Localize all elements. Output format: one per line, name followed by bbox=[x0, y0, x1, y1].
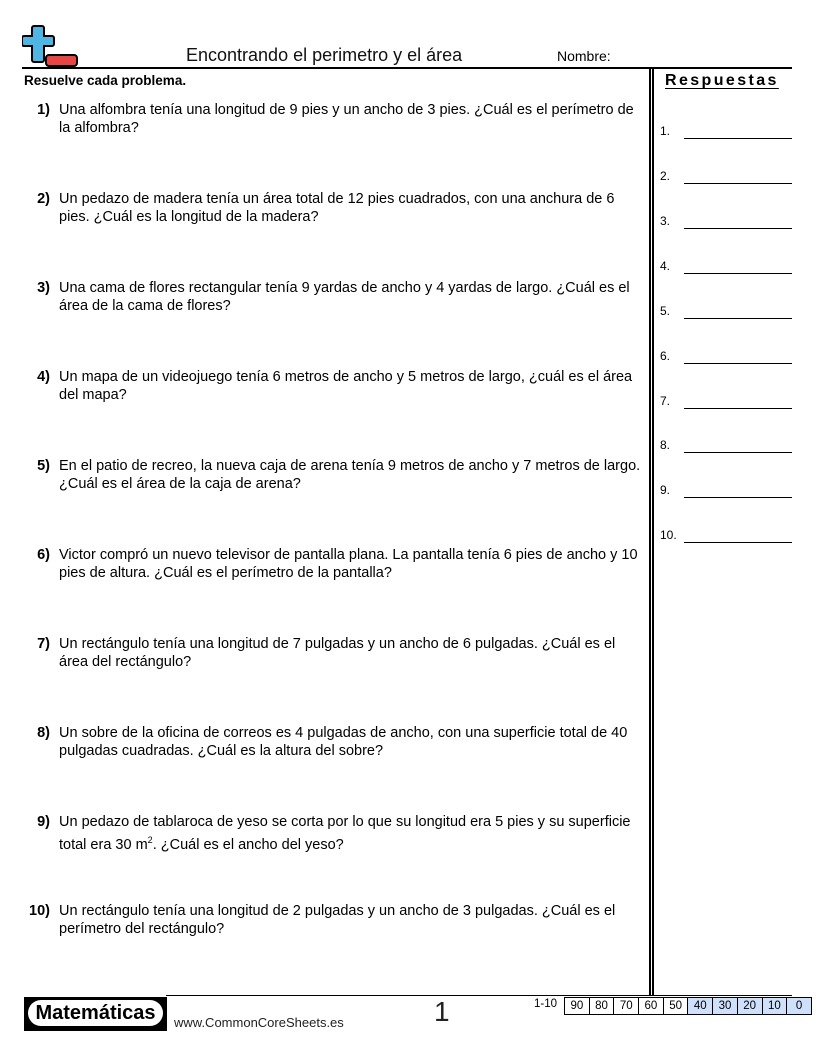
brand-logo bbox=[24, 997, 167, 1031]
problem-1 bbox=[24, 101, 646, 137]
answer-line[interactable] bbox=[684, 138, 792, 139]
problem-6 bbox=[24, 546, 646, 582]
problem-text: En el patio de recreo, la nueva caja de arena tenía 9 metros de ancho y 7 metros de largo. ¿Cuál es el área de la caja de arena? bbox=[59, 458, 641, 492]
problem-2 bbox=[24, 190, 646, 226]
score-cell: 80 bbox=[590, 998, 615, 1015]
problem-text: Un sobre de la oficina de correos es 4 pulgadas de ancho, con una superficie total de 40 pulgadas cuadradas. ¿Cuál es la altura del sobre? bbox=[59, 725, 628, 759]
problem-text: Una cama de flores rectangular tenía 9 yardas de ancho y 4 yardas de largo. ¿Cuál es el área de la cama de flores? bbox=[59, 280, 630, 314]
answer-line[interactable] bbox=[684, 452, 792, 453]
score-cell: 60 bbox=[639, 998, 664, 1015]
problem-3 bbox=[24, 279, 646, 315]
brand-label: Matemáticas bbox=[28, 1000, 163, 1026]
page-number: 1 bbox=[434, 996, 450, 1027]
score-range-label: 1-10 bbox=[534, 998, 558, 1010]
problem-number: 6) bbox=[37, 547, 50, 563]
problem-text: Un mapa de un videojuego tenía 6 metros de ancho y 5 metros de largo, ¿cuál es el área del mapa? bbox=[59, 369, 633, 403]
problem-number: 8) bbox=[37, 725, 50, 741]
problem-text-part: Un pedazo de tablaroca de yeso se corta por lo que su longitud era 5 pies y su superficie total era 30 m bbox=[59, 814, 631, 853]
problem-number: 2) bbox=[37, 191, 50, 207]
answer-line[interactable] bbox=[684, 183, 792, 184]
problem-number: 3) bbox=[37, 280, 50, 296]
answer-number: 10. bbox=[660, 528, 677, 542]
problem-text bbox=[59, 813, 646, 854]
problem-number: 5) bbox=[37, 458, 50, 474]
score-cell: 40 bbox=[688, 998, 713, 1015]
problem-text: Un rectángulo tenía una longitud de 2 pulgadas y un ancho de 3 pulgadas. ¿Cuál es el perímetro del rectángulo? bbox=[59, 903, 616, 937]
site-url: www.CommonCoreSheets.es bbox=[174, 1015, 344, 1030]
problem-text: Un pedazo de madera tenía un área total de 12 pies cuadrados, con una anchura de 6 pies. ¿Cuál es la longitud de la madera? bbox=[59, 191, 615, 225]
answer-line[interactable] bbox=[684, 228, 792, 229]
score-cell: 0 bbox=[787, 998, 812, 1015]
header-divider bbox=[22, 67, 792, 69]
problem-number: 4) bbox=[37, 369, 50, 385]
logo-plus-minus-icon bbox=[22, 24, 80, 68]
score-cell: 30 bbox=[713, 998, 738, 1015]
problem-text: Un rectángulo tenía una longitud de 7 pulgadas y un ancho de 6 pulgadas. ¿Cuál es el área del rectángulo? bbox=[59, 636, 616, 670]
worksheet-title: Encontrando el perimetro y el área bbox=[186, 45, 463, 65]
answer-number: 9. bbox=[660, 483, 671, 497]
answer-number: 8. bbox=[660, 438, 671, 452]
score-cell: 50 bbox=[664, 998, 689, 1015]
answer-line[interactable] bbox=[684, 273, 792, 274]
problem-number: 10) bbox=[29, 903, 50, 919]
answer-number: 4. bbox=[660, 259, 671, 273]
instructions: Resuelve cada problema. bbox=[24, 73, 187, 88]
name-label: Nombre: bbox=[557, 48, 611, 64]
problem-8 bbox=[24, 724, 646, 760]
answer-line[interactable] bbox=[684, 408, 792, 409]
problem-7 bbox=[24, 635, 646, 671]
score-table bbox=[564, 997, 812, 1015]
answer-line[interactable] bbox=[684, 363, 792, 364]
answer-number: 1. bbox=[660, 124, 671, 138]
problem-number: 9) bbox=[37, 814, 50, 830]
problem-text: Victor compró un nuevo televisor de pantalla plana. La pantalla tenía 6 pies de ancho y 10 pies de altura. ¿Cuál es el perímetro de la pantalla? bbox=[59, 547, 638, 581]
score-cell: 70 bbox=[614, 998, 639, 1015]
problem-number: 7) bbox=[37, 636, 50, 652]
answer-number: 2. bbox=[660, 169, 671, 183]
column-divider bbox=[649, 69, 654, 996]
answers-title: Respuestas bbox=[665, 72, 779, 89]
footer-divider bbox=[166, 995, 792, 996]
score-cell: 20 bbox=[738, 998, 763, 1015]
answer-number: 5. bbox=[660, 304, 671, 318]
problem-text-part: . ¿Cuál es el ancho del yeso? bbox=[152, 836, 344, 853]
score-cell: 10 bbox=[763, 998, 788, 1015]
problem-text: Una alfombra tenía una longitud de 9 pies y un ancho de 3 pies. ¿Cuál es el perímetro de la alfombra? bbox=[59, 102, 634, 136]
superscript: 2 bbox=[147, 835, 153, 845]
answer-number: 3. bbox=[660, 214, 671, 228]
answer-line[interactable] bbox=[684, 497, 792, 498]
answer-number: 7. bbox=[660, 394, 671, 408]
problem-4 bbox=[24, 368, 646, 404]
answer-line[interactable] bbox=[684, 318, 792, 319]
answer-number: 6. bbox=[660, 349, 671, 363]
problem-number: 1) bbox=[37, 102, 50, 118]
problem-10 bbox=[24, 902, 646, 938]
problem-5 bbox=[24, 457, 646, 493]
problem-9 bbox=[24, 813, 646, 854]
answer-line[interactable] bbox=[684, 542, 792, 543]
score-cell: 90 bbox=[565, 998, 590, 1015]
